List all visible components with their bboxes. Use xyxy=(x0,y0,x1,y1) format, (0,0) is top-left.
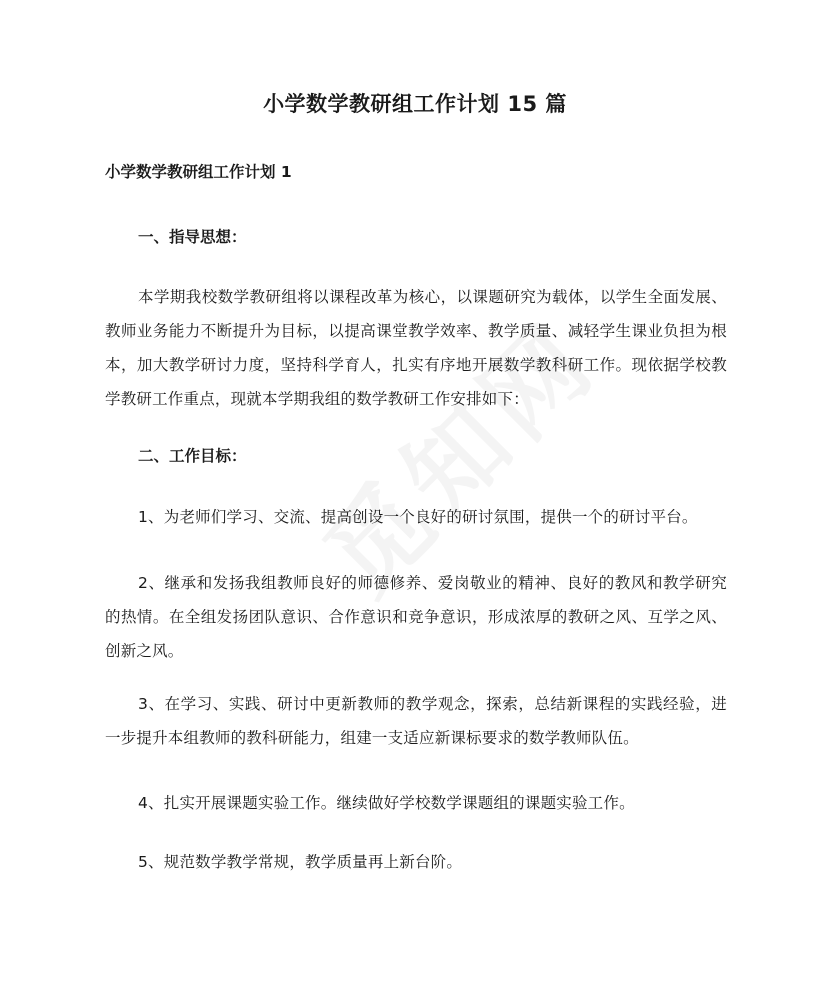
document-subtitle: 小学数学教研组工作计划 1 xyxy=(105,163,292,181)
goal-item-1: 1、为老师们学习、交流、提高创设一个良好的研讨氛围，提供一个的研讨平台。 xyxy=(138,508,698,526)
goal-item-4: 4、扎实开展课题实验工作。继续做好学校数学课题组的课题实验工作。 xyxy=(138,794,635,812)
goal-item-5: 5、规范数学教学常规，教学质量再上新台阶。 xyxy=(138,853,463,871)
section-heading-work-goals: 二、工作目标： xyxy=(138,447,247,465)
goal-item-3: 3、在学习、实践、研讨中更新教师的教学观念，探索，总结新课程的实践经验，进一步提升本组教师的教科研能力，组建一支适应新课标要求的数学教师队伍。 xyxy=(105,695,727,747)
section-heading-guiding-ideology: 一、指导思想： xyxy=(138,228,247,246)
paragraph-guiding-ideology: 本学期我校数学教研组将以课程改革为核心，以课题研究为载体，以学生全面发展、教师业务能力不断提升为目标，以提高课堂教学效率、教学质量、减轻学生课业负担为根本，加大教学研讨力度，坚持科学育人，扎实有序地开展数学教科研工作。现依据学校教学教研工作重点，现就本学期我组的数学教研工作安排如下： xyxy=(105,288,727,408)
document-title: 小学数学教研组工作计划 15 篇 xyxy=(263,92,567,116)
goal-item-2: 2、继承和发扬我组教师良好的师德修养、爱岗敬业的精神、良好的教风和教学研究的热情。在全组发扬团队意识、合作意识和竞争意识，形成浓厚的教研之风、互学之风、创新之风。 xyxy=(105,574,727,660)
